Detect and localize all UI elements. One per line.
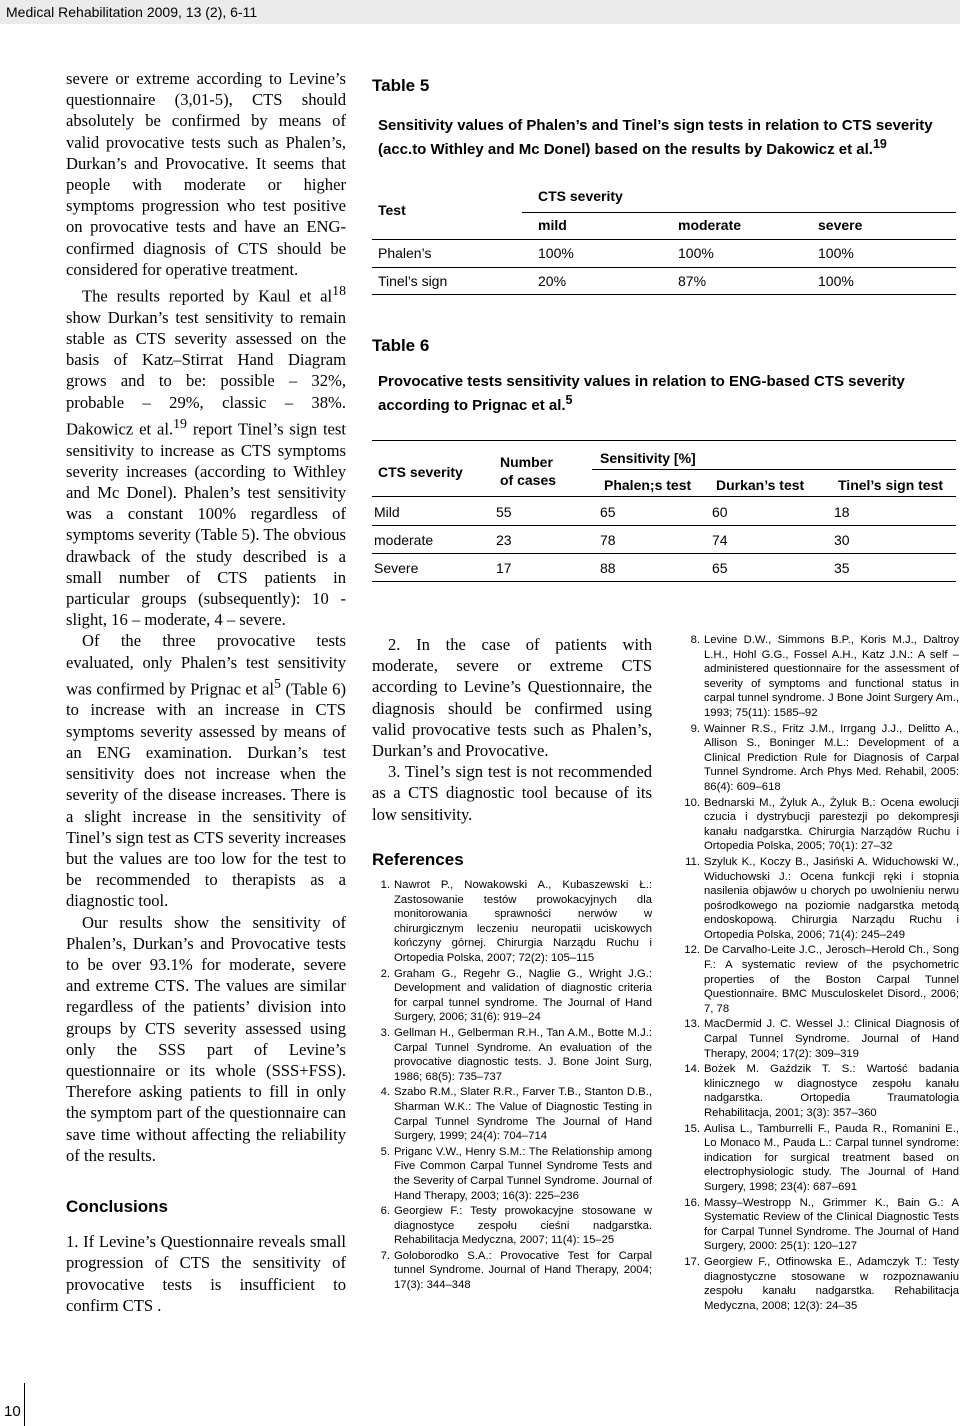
divider bbox=[372, 553, 956, 554]
row-label: Tinel’s sign bbox=[378, 273, 448, 289]
tables-area bbox=[372, 76, 960, 636]
reference-text: Wainner R.S., Fritz J.M., Irrgang J.J., Delitto A., Allison S., Boninger M.L.: Development of a Clinical Prediction Rule for Diagnosis of Carpal Tunnel Syndrome. Arch Phys Med. Rehabil, 2005: 86(4): 609–618 bbox=[704, 722, 959, 793]
reference-number: 11. bbox=[685, 855, 700, 868]
table-cell: 65 bbox=[600, 504, 616, 520]
reference-text: Bednarski M., Żyluk A., Żyluk B.: Ocena ewolucji czucia i dystrybucji parestezji po dekompresji kanału nadgarstka. Chirurgia Narządów Ruchu i Ortopedia Polska, 2005; 70(1): 27–32 bbox=[704, 796, 959, 853]
divider bbox=[372, 525, 956, 526]
table-cell: 65 bbox=[712, 560, 728, 576]
table-cell: 20% bbox=[538, 273, 567, 289]
reference-text: De Carvalho-Leite J.C., Jerosch–Herold Ch., Song F.: A systematic review of the psychometric properties of the Boston Carpal Tunnel Questionnaire. BMC Musculoskelet Disord., 2006; 7, 78 bbox=[704, 944, 959, 1015]
col-header: severe bbox=[818, 217, 863, 233]
reference-item bbox=[678, 633, 959, 721]
col-header: mild bbox=[538, 217, 567, 233]
reference-number: 6. bbox=[380, 1205, 390, 1218]
reference-number: 7. bbox=[380, 1249, 390, 1262]
table-cell: 100% bbox=[538, 245, 574, 261]
col-header: Number bbox=[500, 454, 553, 470]
paragraph: The results reported by Kaul et $al^{18}$ show Durkan’s test sensitivity to remain stable as CTS severity assessed on the basis of Katz–Stirrat Hand Diagram grows and to be: possible – 32%, probable – 29%, classic – 38%. Dakowicz et al.$^{19}$ report Tinel’s sign test sensitivity to increase as CTS symptoms severity increases (according to Withley and Mc Donel). Phalen’s test sensitivity was a constant 100% regardless of symptoms severity (Table 5). The obvious drawback of the study described is a small number of CTS patients in particular groups (subsequently): 10 - slight, 16 – moderate, 4 – severe. bbox=[66, 283, 346, 630]
reference-number: 9. bbox=[690, 722, 700, 735]
reference-number: 14. bbox=[684, 1063, 700, 1076]
col-header: Tinel’s sign test bbox=[838, 477, 944, 493]
reference-number: 17. bbox=[684, 1255, 700, 1268]
table-cell: 18 bbox=[834, 504, 850, 520]
divider bbox=[372, 581, 956, 582]
reference-text: Massy–Westropp N., Grimmer K., Bain G.: A Systematic Review of the Clinical Diagnostic Tests for Carpal Tunnel Syndrome. The Journal of Hand Surgery, 2000: 25(1): 120–127 bbox=[704, 1196, 959, 1253]
journal-header: Medical Rehabilitation 2009, 13 (2), 6-11 bbox=[0, 0, 960, 24]
col-header: Durkan’s test bbox=[716, 477, 805, 493]
table-cell: 60 bbox=[712, 504, 728, 520]
reference-number: 8. bbox=[690, 634, 700, 646]
reference-item bbox=[678, 855, 959, 943]
reference-number: 4. bbox=[380, 1086, 390, 1099]
reference-item bbox=[678, 943, 959, 1016]
left-column bbox=[66, 68, 346, 1316]
reference-text: Levine D.W., Simmons B.P., Koris M.J., Daltroy L.H., Hohl G.G., Fossel A.H., Katz J.N.: A self – administered questionnaire for the assessment of severity of symptoms and functional status in carpal tunnel syndrome. J Bone Joint Surgery Am., 1993; 75(11): 1585–92 bbox=[704, 634, 959, 719]
reference-item bbox=[678, 796, 959, 854]
reference-text: Georgiew F.: Testy prowokacyjne stosowane w diagnostyce zespołu cieśni nadgarstka. Rehabilitacja Medyczna, 2007; 11(4): 15–25 bbox=[394, 1205, 652, 1247]
conclusion-item: 1. If Levine’s Questionnaire reveals small progression of CTS the sensitivity of provocative tests is insufficient to confirm CTS . bbox=[66, 1232, 346, 1315]
reference-text: MacDermid J. C. Wessel J.: Clinical Diagnosis of Carpal Tunnel Syndrome. Journal of Hand Therapy, 2004; 17(2): 309–319 bbox=[704, 1018, 959, 1060]
reference-number: 16. bbox=[684, 1196, 700, 1209]
table-title: Table 6 bbox=[372, 336, 430, 355]
reference-list bbox=[372, 878, 652, 1293]
page-number: 10 bbox=[4, 1403, 21, 1420]
table-caption: Provocative tests sensitivity values in relation to ENG-based CTS severity according to Prignac et al.$^5$ bbox=[378, 373, 905, 414]
reference-item bbox=[372, 1026, 652, 1084]
reference-item bbox=[372, 1145, 652, 1203]
reference-item bbox=[372, 1085, 652, 1143]
reference-item bbox=[372, 1204, 652, 1248]
col-header: Phalen;s test bbox=[604, 477, 692, 493]
divider bbox=[372, 239, 956, 240]
divider bbox=[592, 469, 956, 470]
reference-item bbox=[678, 1122, 959, 1195]
col-header: Test bbox=[378, 202, 406, 218]
col-header: moderate bbox=[678, 217, 742, 233]
reference-text: Bożek M. Gaździk T. S.: Wartość badania klinicznego w diagnostyce zespołu kanału nadgarstka. Ortopedia Traumatologia Rehabilitacja, 2001; 3(3): 357–360 bbox=[704, 1063, 959, 1119]
reference-item bbox=[372, 1249, 652, 1293]
reference-text: Goloborodko S.A.: Provocative Test for Carpal tunnel Syndrome. Journal of Hand Therapy, 2004; 17(3): 344–348 bbox=[394, 1249, 652, 1292]
divider bbox=[522, 212, 956, 213]
table-cell: 100% bbox=[818, 245, 854, 261]
table-cell: 78 bbox=[600, 532, 616, 548]
table-cell: 74 bbox=[712, 532, 728, 548]
col-header: of cases bbox=[500, 472, 557, 488]
citation: 18 bbox=[332, 283, 346, 299]
table-cell: 87% bbox=[678, 273, 707, 289]
reference-number: 3. bbox=[380, 1026, 390, 1039]
divider bbox=[372, 294, 956, 295]
paragraph: Our results show the sensitivity of Phalen’s, Durkan’s and Provocative tests to be over 93.1% for moderate, severe and extreme CTS. The values are similar regardless of the patients’ division into groups by CTS severity assessed using only the SSS part of Levine’s questionnaire or its whole (SSS+FSS). Therefore asking patients to fill in only the symptom part of the questionnaire can save time without affecting the reliability of the results. bbox=[66, 912, 346, 1165]
table-cell: 100% bbox=[818, 273, 854, 289]
table-cell: 55 bbox=[496, 504, 512, 520]
citation: 19 bbox=[173, 415, 187, 431]
divider bbox=[372, 496, 956, 497]
references-heading: References bbox=[372, 849, 464, 869]
reference-text: Aulisa L., Tamburrelli F., Pauda R., Romanini E., Lo Monaco M., Pauda L.: Carpal tunnel syndrome: indication for surgical treatment based on electrophysiologic study. The Journal of Hand Surgery, 1998; 23(4): 687–691 bbox=[704, 1122, 959, 1193]
reference-text: Gellman H., Gelberman R.H., Tan A.M., Botte M.J.: Carpal Tunnel Syndrome. An evaluation of the provocative diagnostic tests. J. Bone Joint Surg, 1986; 68(5): 735–737 bbox=[394, 1026, 652, 1083]
table-cell: 88 bbox=[600, 560, 616, 576]
reference-item bbox=[678, 1062, 959, 1120]
reference-item bbox=[678, 1196, 959, 1254]
reference-item bbox=[372, 878, 652, 966]
row-label: Phalen’s bbox=[378, 245, 432, 261]
reference-item bbox=[372, 967, 652, 1025]
reference-number: 10. bbox=[684, 796, 700, 809]
table-cell: 100% bbox=[678, 245, 714, 261]
reference-item bbox=[678, 1017, 959, 1061]
row-label: Severe bbox=[374, 560, 419, 576]
reference-number: 5. bbox=[380, 1145, 390, 1158]
middle-column bbox=[372, 634, 652, 1294]
divider bbox=[372, 267, 956, 268]
table-5 bbox=[372, 76, 960, 316]
reference-text: Georgiew F., Otfinowska E., Adamczyk T.: Testy diagnostyczne stosowane w rozpoznawaniu zespołu kanału nadgarstka. Rehabilitacja Medyczna, 2008; 12(3): 24–35 bbox=[704, 1255, 959, 1312]
reference-item bbox=[678, 1255, 959, 1313]
reference-number: 12. bbox=[684, 944, 700, 957]
citation: 5 bbox=[274, 675, 281, 691]
reference-text: Szyluk K., Koczy B., Jasiński A. Widuchowski W., Widuchowski J.: Ocena funkcji ręki i stopnia nasilenia objawów u chorych po uwolnieniu nerwu pośrodkowego na poziomie nadgarstka metodą endoskopową. Chirurgia Narządu Ruchu i Ortopedia Polska, 2006; 71(4): 245–249 bbox=[704, 855, 959, 941]
col-header: CTS severity bbox=[378, 464, 463, 480]
reference-text: Graham G., Regehr G., Naglie G., Wright J.G.: Development and validation of diagnostic criteria for carpal tunnel syndrome. The Journal of Hand Surgery, 2006; 31(6): 919–24 bbox=[394, 967, 652, 1024]
table-cell: 30 bbox=[834, 532, 850, 548]
table-cell: 17 bbox=[496, 560, 512, 576]
reference-text: Nawrot P., Nowakowski A., Kubaszewski Ł.: Zastosowanie testów prowokacyjnych dla monitorowania sprawności nerwów w chirurgicznym leczeniu neuropatii uciskowych kończyny górnej. Chirurgia Narządu Ruchu i Ortopedia Polska, 2007; 72(2): 105–115 bbox=[394, 879, 652, 964]
conclusion-item: 2. In the case of patients with moderate, severe or extreme CTS according to Levine’s Questionnaire, the diagnosis should be confirmed using valid provocative tests such as Phalen’s, Durkan’s and Provocative. bbox=[372, 635, 652, 761]
reference-number: 13. bbox=[684, 1018, 700, 1031]
reference-text: Priganc V.W., Henry S.M.: The Relationship among Five Common Carpal Tunnel Syndrome Tests and the Severity of Carpal Tunnel Syndrome. Journal of Hand Therapy, 2003; 16(3): 225–236 bbox=[394, 1145, 652, 1202]
citation: 19 bbox=[872, 137, 887, 151]
reference-text: Szabo R.M., Slater R.R., Farver T.B., Stanton D.B., Sharman W.K.: The Value of Diagnostic Testing in Carpal Tunnel Syndrome The Journal of Hand Surgery, 1999; 24(4): 704–714 bbox=[394, 1086, 652, 1143]
paragraph: severe or extreme according to Levine’s questionnaire (3,01-5), CTS should absolutely be confirmed by means of valid provocative tests such as Phalen’s, Durkan’s and Provocative. It seems that people with moderate or higher symptoms progression who test positive on provocative tests and have an ENG-confirmed diagnosis of CTS should be considered for operative treatment. bbox=[66, 69, 346, 279]
table-6 bbox=[372, 336, 960, 636]
reference-item bbox=[678, 722, 959, 795]
row-label: moderate bbox=[374, 532, 434, 548]
table-cell: 35 bbox=[834, 560, 850, 576]
group-header: CTS severity bbox=[538, 188, 623, 204]
group-header: Sensitivity [%] bbox=[600, 450, 696, 466]
paragraph: Of the three provocative tests evaluated, only Phalen’s test sensitivity was confirmed by Prignac et $al^5$ (Table 6) to increase with an increase in CTS symptoms severity assessed by means of an ENG examination. Durkan’s test sensitivity does not increase when the severity of the disease increases. There is a slight increase in the sensitivity of Tinel’s sign test as CTS severity increases but the values are too low for the test to be recommended to therapists as a diagnostic tool. bbox=[66, 631, 346, 911]
conclusions-heading: Conclusions bbox=[66, 1196, 169, 1216]
row-label: Mild bbox=[374, 504, 400, 520]
reference-number: 15. bbox=[684, 1122, 700, 1135]
reference-number: 1. bbox=[380, 879, 390, 892]
table-cell: 23 bbox=[496, 532, 512, 548]
conclusion-item: 3. Tinel’s sign test is not recommended as a CTS diagnostic tool because of its low sensitivity. bbox=[372, 762, 652, 824]
reference-list bbox=[678, 633, 959, 1314]
table-caption: Sensitivity values of Phalen’s and Tinel’s sign tests in relation to CTS severity (acc.to Withley and Mc Donel) based on the results by Dakowicz et al.$^{19}$ bbox=[378, 117, 933, 158]
divider bbox=[24, 1383, 25, 1426]
table-title: Table 5 bbox=[372, 76, 430, 95]
reference-number: 2. bbox=[380, 967, 390, 980]
citation: 5 bbox=[565, 393, 573, 407]
divider bbox=[372, 440, 956, 441]
